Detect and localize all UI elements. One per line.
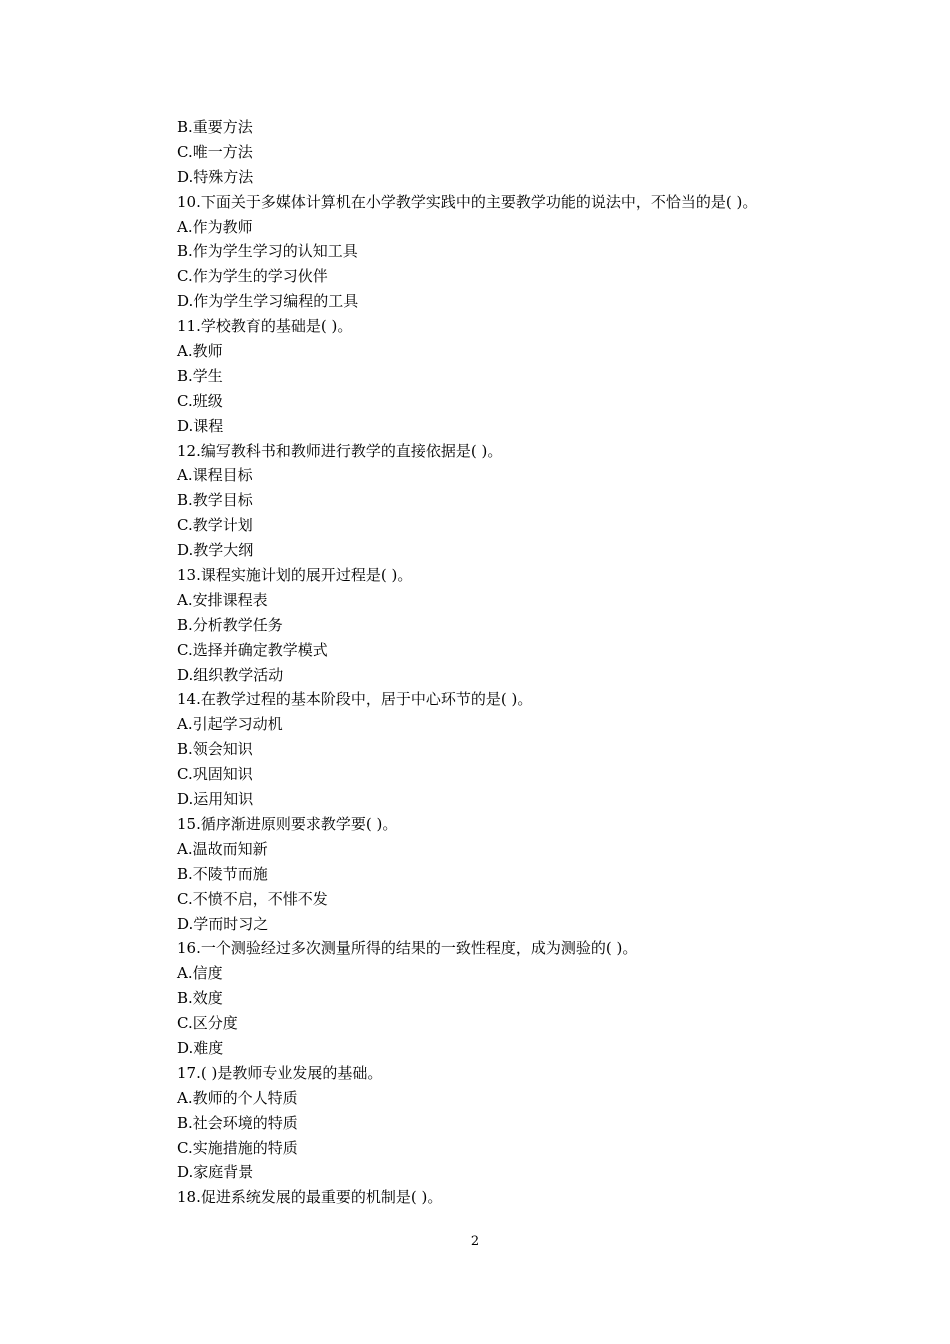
page-number: 2 [470,1234,480,1249]
option-line: C.实施措施的特质 [177,1138,298,1157]
option-line: D.运用知识 [177,790,254,809]
option-line: B.领会知识 [177,740,253,759]
option-line: B.作为学生学习的认知工具 [177,242,358,261]
page-content [177,115,877,1210]
option-line: D.教学大纲 [177,541,254,560]
question-line: 10.下面关于多媒体计算机在小学教学实践中的主要教学功能的说法中，不恰当的是( )。 [177,192,758,211]
option-line: A.温故而知新 [177,839,268,858]
option-line: D.特殊方法 [177,167,254,186]
question-line: 13.课程实施计划的展开过程是( )。 [177,566,413,585]
option-line: C.作为学生的学习伙伴 [177,267,328,286]
option-line: A.教师的个人特质 [177,1088,298,1107]
question-line: 18.促进系统发展的最重要的机制是( )。 [177,1188,443,1207]
option-line: A.安排课程表 [177,590,268,609]
option-line: D.作为学生学习编程的工具 [177,292,359,311]
option-line: A.课程目标 [177,466,253,485]
option-line: C.不愤不启，不悱不发 [177,889,328,908]
question-line: 17.( )是教师专业发展的基础。 [177,1063,383,1082]
option-line: B.效度 [177,989,223,1008]
option-line: B.学生 [177,366,223,385]
option-line: B.教学目标 [177,491,253,510]
option-line: A.作为教师 [177,217,253,236]
option-line: C.班级 [177,391,223,410]
option-line: C.巩固知识 [177,765,253,784]
option-line: B.分析教学任务 [177,615,283,634]
option-line: A.教师 [177,342,223,361]
option-line: B.重要方法 [177,118,253,136]
question-line: 11.学校教育的基础是( )。 [177,317,353,336]
option-line: D.组织教学活动 [177,665,284,684]
option-line: D.难度 [177,1038,224,1057]
option-line: C.选择并确定教学模式 [177,640,328,659]
question-line: 16.一个测验经过多次测量所得的结果的一致性程度，成为测验的( )。 [177,939,638,958]
option-line: C.唯一方法 [177,142,253,161]
question-line: 14.在教学过程的基本阶段中，居于中心环节的是( )。 [177,690,533,709]
option-line: D.学而时习之 [177,914,269,933]
question-line: 15.循序渐进原则要求教学要( )。 [177,814,398,833]
question-line: 12.编写教科书和教师进行教学的直接依据是( )。 [177,441,503,460]
option-line: A.信度 [177,964,223,983]
option-line: B.不陵节而施 [177,864,268,883]
option-line: B.社会环境的特质 [177,1113,298,1132]
option-line: C.教学计划 [177,516,253,535]
option-line: A.引起学习动机 [177,715,283,734]
option-line: D.课程 [177,416,224,435]
option-line: D.家庭背景 [177,1163,254,1182]
option-line: C.区分度 [177,1014,238,1033]
